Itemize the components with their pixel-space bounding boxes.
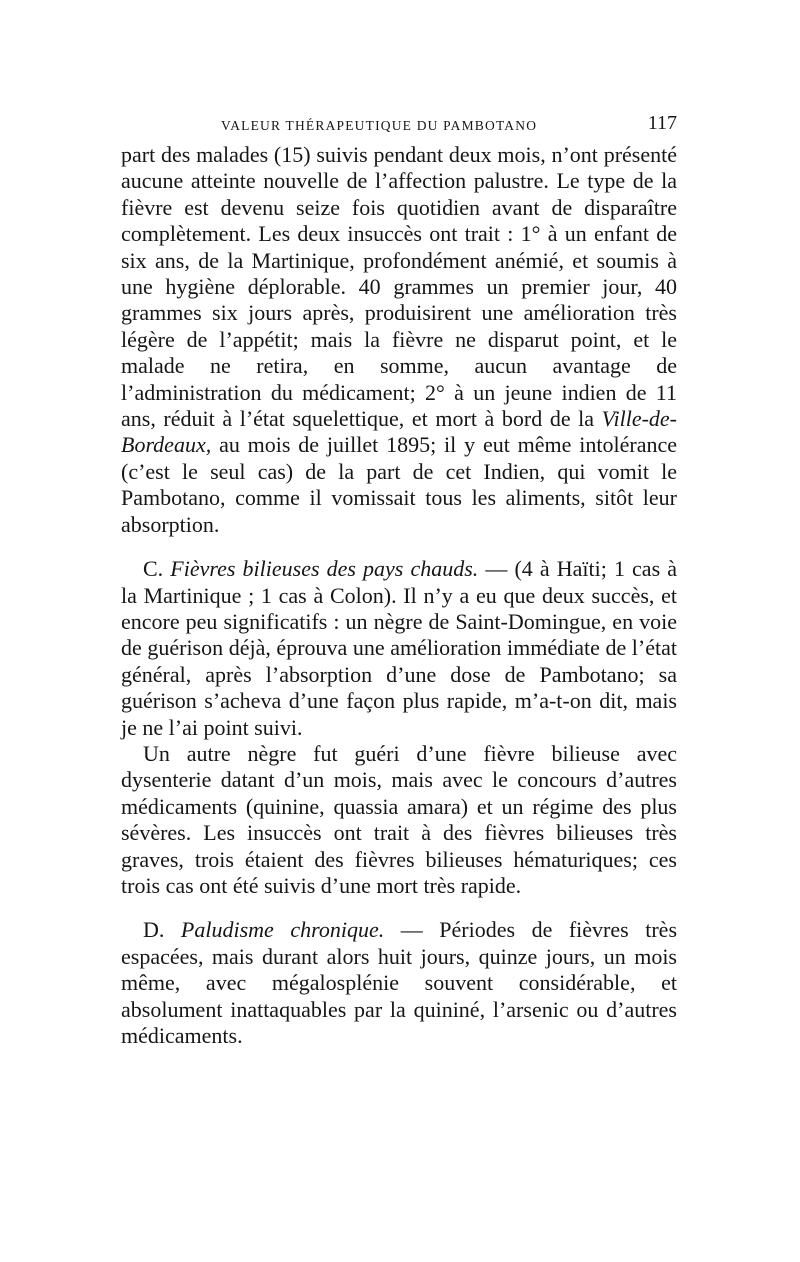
paragraph-text: part des malades (15) suivis pendant deux mois, n’ont présenté aucune atteinte nouvelle de l’affection palustre. Le type de la fièvre est devenu seize fois quotidien avant de disparaître complètement. Les deux insuccès ont trait : 1° à un enfant de six ans, de la Martinique, profondément anémié, et soumis à une hygiène déplorable. 40 grammes un premier jour, 40 grammes six jours après, produisirent une amélioration très légère de l’appétit; mais la fièvre ne disparut point, et le malade ne retira, en somme, aucun avantage de l’administration du médicament; 2° à un jeune indien de 11 ans, réduit à l’état squelettique, et mort à bord de la	[121, 142, 677, 432]
running-head	[121, 110, 677, 142]
paragraph-text: au mois de juillet 1895; il y eut même intolérance (c’est le seul cas) de la part de cet Indien, qui vomit le Pambotano, comme il vomissait tous les aliments, sitôt leur absorption.	[121, 432, 677, 537]
ship-name: Ville-de-Bordeaux,	[121, 406, 677, 458]
paragraph-continued	[121, 142, 677, 538]
section-heading: Fièvres bilieuses des pays chauds.	[170, 556, 479, 582]
section-c-paragraph	[121, 556, 677, 741]
running-head-title: VALEUR THÉRAPEUTIQUE DU PAMBOTANO	[221, 118, 538, 133]
paragraph-text: — (4 à Haïti; 1 cas à la Martinique ; 1 cas à Colon). Il n’y a eu que deux succès, et encore peu significatifs : un nègre de Saint-Domingue, en voie de guérison déjà, éprouva une amélioration immédiate de l’état général, après l’absorption d’une dose de Pambotano; sa guérison s’acheva d’une façon plus rapide, m’a-t-on dit, mais je ne l’ai point suivi.	[121, 556, 677, 740]
section-heading: Paludisme chronique.	[180, 917, 385, 943]
section-d-paragraph	[121, 917, 677, 1049]
section-label: D.	[143, 917, 181, 943]
paragraph: Un autre nègre fut guéri d’une fièvre bilieuse avec dysenterie datant d’un mois, mais avec le concours d’autres médicaments (quinine, quassia amara) et un régime des plus sévères. Les insuccès ont trait à des fièvres bilieuses très graves, trois étaient des fièvres bilieuses hématuriques; ces trois cas ont été suivis d’une mort très rapide.	[121, 740, 677, 898]
book-page	[121, 110, 677, 1049]
paragraph-text: — Périodes de fièvres très espacées, mais durant alors huit jours, quinze jours, un mois même, avec mégalosplénie souvent considérable, et absolument inattaquables par la quininé, l’arsenic ou d’autres médicaments.	[121, 917, 678, 1048]
section-label: C.	[143, 556, 171, 582]
page-number: 117	[647, 112, 677, 134]
